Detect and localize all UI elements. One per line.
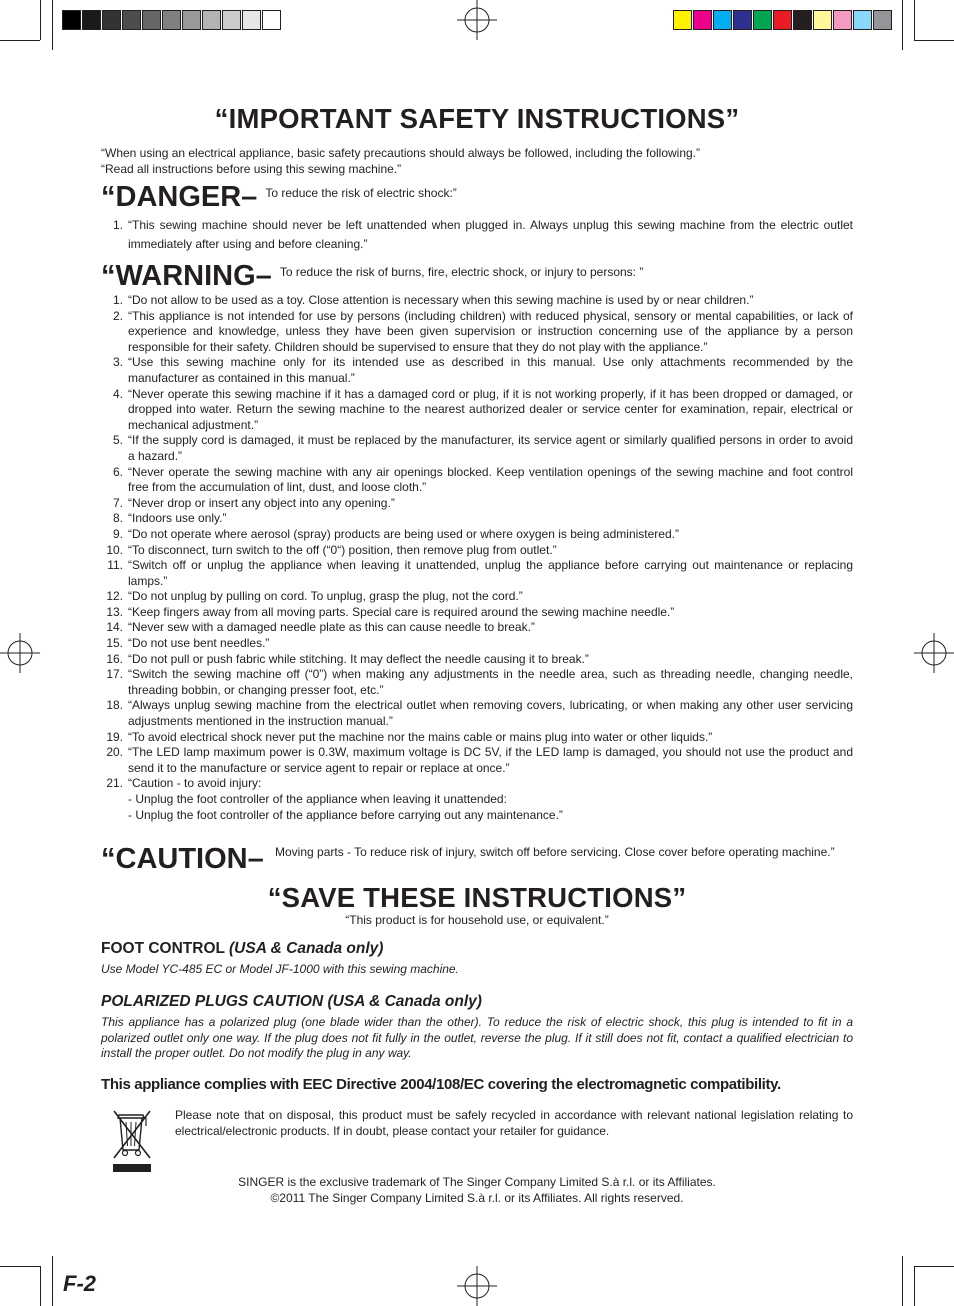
danger-list: [101, 216, 853, 254]
foot-control-title: FOOT CONTROL: [101, 940, 230, 957]
list-item: [101, 620, 853, 636]
registration-mark-icon: [0, 633, 40, 673]
list-item: [101, 511, 853, 527]
list-item: [101, 543, 853, 559]
item-number: 13.: [106, 604, 123, 619]
trademark-line: SINGER is the exclusive trademark of The Singer Company Limited S.à r.l. or its Affiliates.: [238, 1175, 716, 1189]
household-use-note: “This product is for household use, or equivalent.”: [345, 913, 609, 927]
item-number: 3.: [112, 355, 123, 370]
item-number: 1.: [112, 218, 123, 232]
color-swatch: [242, 10, 261, 30]
color-swatch: [122, 10, 141, 30]
page-title: “IMPORTANT SAFETY INSTRUCTIONS”: [214, 103, 740, 134]
list-item: [101, 433, 853, 464]
list-item: [101, 589, 853, 605]
danger-heading: [101, 182, 457, 213]
item-text: “Always unplug sewing machine from the electrical outlet when removing covers, lubricating, or when making any other user servicing adjustments mentioned in the instruction manual.”: [128, 698, 853, 729]
item-subline: - Unplug the foot controller of the appliance when leaving it unattended:: [128, 792, 507, 806]
item-number: 2.: [112, 308, 123, 323]
caution-label: “CAUTION–: [101, 843, 264, 875]
item-number: 4.: [112, 386, 123, 401]
list-item: [101, 776, 853, 823]
color-swatch: [182, 10, 201, 30]
item-number: 14.: [106, 620, 123, 635]
item-text: “To avoid electrical shock never put the machine nor the mains cable or mains plug into water or other liquids.”: [128, 729, 713, 744]
item-number: 17.: [106, 667, 123, 682]
color-swatch: [262, 10, 281, 30]
list-item: [101, 745, 853, 776]
item-subline: - Unplug the foot controller of the appliance before carrying out any maintenance.”: [128, 807, 563, 822]
item-text: “Switch the sewing machine off (“0”) when making any adjustments in the needle area, such as threading needle, changing needle, threading bobbin, or changing presser foot, etc.”: [128, 667, 853, 697]
color-swatch: [793, 10, 812, 30]
item-number: 10.: [106, 542, 123, 557]
color-swatch: [82, 10, 101, 30]
color-swatch: [813, 10, 832, 30]
page-number: F-2: [63, 1271, 96, 1296]
color-swatch: [202, 10, 221, 30]
danger-label: “DANGER–: [101, 181, 258, 213]
item-text: “Do not use bent needles.”: [128, 636, 270, 651]
list-item: [101, 387, 853, 434]
item-text: “Never operate the sewing machine with any air openings blocked. Keep ventilation openings of the sewing machine and foot control free from the accumulation of lint, dust, and loose cloth.”: [128, 464, 853, 495]
warning-list: [101, 293, 853, 823]
item-number: 9.: [112, 526, 123, 541]
item-text: “Do not unplug by pulling on cord. To unplug, grasp the plug, not the cord.”: [128, 589, 523, 604]
item-text: “To disconnect, turn switch to the off (“0“) position, then remove plug from outlet.”: [128, 542, 557, 557]
list-item: [101, 667, 853, 698]
registration-mark-icon: [457, 0, 497, 40]
item-text: “Caution - to avoid injury:: [128, 776, 262, 791]
item-text: “Do not allow to be used as a toy. Close attention is necessary when this sewing machine is used by or near children.”: [128, 293, 754, 307]
color-swatch: [62, 10, 81, 30]
crossed-out-wheelie-bin-icon: [109, 1106, 155, 1174]
item-number: 1.: [112, 293, 123, 307]
item-text: “Never operate this sewing machine if it has a damaged cord or plug, if it is not working properly, if it has been dropped or damaged, or dropped into water. Return the sewing machine to the nearest authorized dealer or service center for examination, repair, electrical or mechanical adjustment.”: [128, 386, 853, 432]
item-text: “This appliance is not intended for use by persons (including children) with reduced physical, sensory or mental capabilities, or lack of experience and knowledge, unless they have been given supervision or instruction concerning use of the appliance by a person responsible for their safety. Children should be supervised to ensure that they do not play with the appliance.”: [128, 308, 853, 354]
color-swatch: [733, 10, 752, 30]
color-swatch: [222, 10, 241, 30]
item-number: 18.: [106, 698, 123, 713]
intro-line: “When using an electrical appliance, basic safety precautions should always be followed, including the following.”: [101, 146, 701, 160]
list-item: [101, 355, 853, 386]
list-item: [101, 652, 853, 668]
item-number: 6.: [112, 464, 123, 479]
list-item: [101, 309, 853, 356]
item-number: 21.: [106, 776, 123, 791]
item-text: “Do not operate where aerosol (spray) products are being used or where oxygen is being administered.”: [128, 526, 679, 541]
item-number: 15.: [106, 636, 123, 651]
item-number: 8.: [112, 511, 123, 526]
eec-compliance-statement: This appliance complies with EEC Directive 2004/108/EC covering the electromagnetic compatibility.: [101, 1076, 781, 1093]
item-text: “The LED lamp maximum power is 0.3W, maximum voltage is DC 5V, if the LED lamp is damaged, you should not use the product and send it to the manufacture or service agent to repair or replace at once.”: [128, 745, 853, 775]
color-swatch: [833, 10, 852, 30]
intro-text: [101, 146, 700, 177]
item-text: “Indoors use only.”: [128, 511, 227, 526]
list-item: [101, 293, 853, 309]
item-number: 5.: [112, 433, 123, 448]
caution-heading: [101, 844, 264, 874]
list-item: [101, 527, 853, 543]
color-swatch: [162, 10, 181, 30]
danger-subtitle: To reduce the risk of electric shock:”: [265, 186, 457, 201]
item-number: 11.: [107, 558, 123, 573]
foot-control-heading: [101, 940, 383, 958]
color-swatch: [713, 10, 732, 30]
caution-text: Moving parts - To reduce risk of injury, switch off before servicing. Close cover before operating machine.”: [275, 845, 835, 859]
item-number: 7.: [112, 495, 123, 510]
warning-label: “WARNING–: [101, 260, 272, 292]
warning-heading: [101, 261, 643, 292]
item-number: 16.: [106, 651, 123, 666]
item-text: “Do not pull or push fabric while stitching. It may deflect the needle causing it to break.”: [128, 651, 589, 666]
color-swatch: [693, 10, 712, 30]
item-text: “Use this sewing machine only for its intended use as described in this manual. Use only attachments recommended by the manufacturer as contained in this manual.”: [128, 355, 853, 385]
copyright-line: ©2011 The Singer Company Limited S.à r.l. or its Affiliates. All rights reserved.: [270, 1191, 684, 1205]
polarized-plugs-text: This appliance has a polarized plug (one blade wider than the other). To reduce the risk of electric shock, this plug is intended to fit in a polarized outlet only one way. If the plug does not fit fully in the outlet, reverse the plug. If it still does not fit, contact a qualified electrician to install the proper outlet. Do not modify the plug in any way.: [101, 1015, 853, 1061]
item-text: “Never drop or insert any object into any opening.”: [128, 495, 395, 510]
item-text: “Keep fingers away from all moving parts. Special care is required around the sewing machine needle.”: [128, 604, 675, 619]
save-instructions-heading: “SAVE THESE INSTRUCTIONS”: [267, 882, 687, 913]
warning-subtitle: To reduce the risk of burns, fire, electric shock, or injury to persons: ”: [279, 265, 644, 280]
foot-control-text: Use Model YC-485 EC or Model JF-1000 with this sewing machine.: [101, 962, 459, 976]
item-number: 19.: [106, 729, 123, 744]
list-item: [101, 216, 853, 254]
color-swatch: [753, 10, 772, 30]
item-number: 20.: [106, 745, 123, 760]
foot-control-region: (USA & Canada only): [229, 940, 384, 957]
item-text: “If the supply cord is damaged, it must be replaced by the manufacturer, its service agent or similarly qualified persons in order to avoid a hazard.”: [128, 433, 853, 463]
list-item: [101, 730, 853, 746]
registration-mark-icon: [914, 633, 954, 673]
color-swatch: [873, 10, 892, 30]
item-text: “Switch off or unplug the appliance when leaving it unattended, unplug the appliance before carrying out maintenance or replacing lamps.”: [128, 558, 853, 588]
item-number: 12.: [106, 589, 123, 604]
item-text: “Never sew with a damaged needle plate as this can cause needle to break.”: [128, 620, 535, 635]
color-swatch: [673, 10, 692, 30]
intro-line: “Read all instructions before using this sewing machine.”: [101, 161, 402, 176]
color-swatch: [142, 10, 161, 30]
item-text: “This sewing machine should never be left unattended when plugged in. Always unplug this sewing machine from the electric outlet immediately after using and before cleaning.”: [128, 218, 853, 251]
list-item: [101, 636, 853, 652]
list-item: [101, 496, 853, 512]
disposal-notice: Please note that on disposal, this product must be safely recycled in accordance with relevant national legislation relating to electrical/electronic products. If in doubt, please contact your retailer for guidance.: [175, 1108, 853, 1138]
footer: [0, 1174, 954, 1206]
color-swatch: [853, 10, 872, 30]
list-item: [101, 698, 853, 729]
registration-mark-icon: [457, 1266, 497, 1306]
list-item: [101, 465, 853, 496]
color-swatch: [102, 10, 121, 30]
list-item: [101, 605, 853, 621]
polarized-plugs-heading: POLARIZED PLUGS CAUTION (USA & Canada only): [101, 993, 482, 1010]
list-item: [101, 558, 853, 589]
color-swatch: [773, 10, 792, 30]
